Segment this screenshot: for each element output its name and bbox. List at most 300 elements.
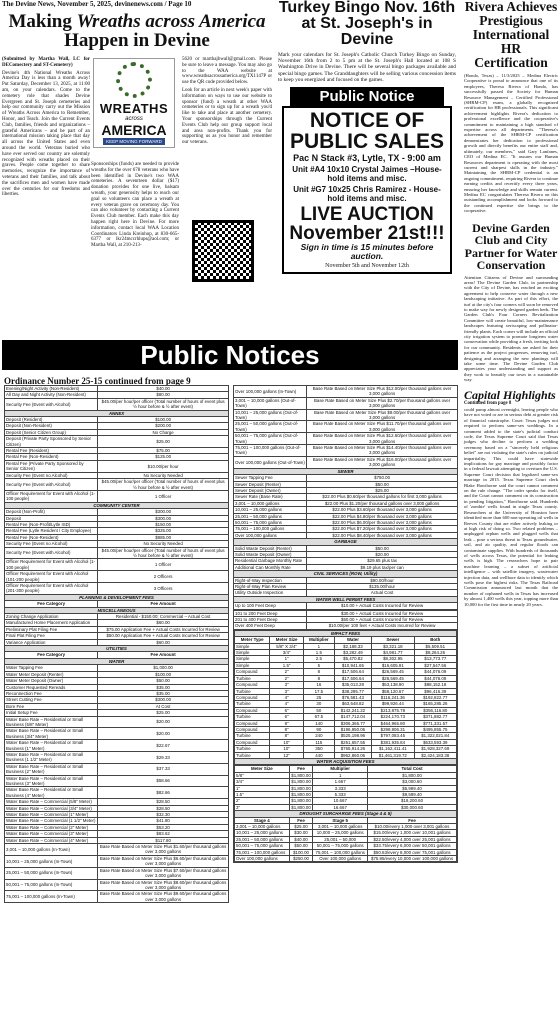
table-cell: Rental Fee (Lytle Resident / City Employee): [5, 528, 98, 534]
table-cell: 2.5: [304, 656, 335, 662]
turkey-body: Mark your calendars for St. Joseph's Catholic Church Turkey Bingo on Sunday, November 16th from 2 to 5 pm at the St. Joseph's Hall located at 108 S Washington Drive in Devine. There will be several bingo packages available and special bingo games. The Granddaughters will be selling various concession items to keep you energized and focused on the games.: [278, 52, 456, 83]
table-cell: No Security Needed: [98, 541, 229, 547]
table-cell: Compound: [235, 720, 270, 726]
table-cell: $22.00 Plus $3.60/per thousand over 3,000 gallons: [307, 507, 458, 513]
table-header-cell: Multiplier: [313, 766, 368, 772]
wreaths-col-a: [2, 57, 90, 198]
table-cell: Over 100,000 gallons (Out-of-Town): [234, 456, 307, 468]
table-cell: Turbine: [235, 746, 270, 752]
table-cell: Street Cutting Fee: [5, 697, 98, 703]
table-cell: Water Tapping Fee: [5, 665, 98, 671]
table-cell: $10.00/per hour: [98, 460, 229, 472]
table-cell: 1.5": [270, 662, 304, 668]
table-cell: 3,001 – 10,000 gallons: [235, 824, 290, 830]
table-cell: $325.00: [98, 528, 229, 534]
table-cell: Security Fee (Event no Alcohol): [5, 472, 98, 478]
table-cell: $35.00: [98, 684, 229, 690]
table-cell: Initial Setup Fee: [5, 710, 98, 716]
table-section-title: WATER ACQUISITION FEES: [235, 758, 457, 764]
table-cell: 25,001 – 50,000 gallons (In-Town): [5, 867, 98, 879]
table-cell: 3,001 – 10,000 gallons: [234, 500, 307, 506]
table-cell: $35.00: [98, 690, 229, 696]
table-cell: $16,605.91: [372, 662, 414, 668]
table-cell: Officer Requirement for Event with Alcohol (201-300 people): [5, 583, 98, 595]
table-row: [235, 836, 457, 842]
table-cell: $80.00: [98, 392, 229, 398]
table-row: [5, 583, 229, 595]
table-row: [235, 824, 457, 830]
table-row: [234, 386, 458, 398]
table-cell: $30.00 + Actual Costs Incurred for Review: [307, 610, 458, 616]
public-sale-location: Pac N Stack #3, Lytle, TX - 9:00 am: [293, 153, 441, 164]
table-cell: 8": [270, 733, 304, 739]
wreaths-paragraph-3: 5620 or marthajbwall@gmail.com. Please be sure to leave a message. You may also go to the WAA website at www.wreathsacrossamerica.org/TX1147P or use the QR code provided below.: [182, 57, 272, 86]
table-cell: 2 Officers: [98, 571, 229, 583]
table-cell: $45.00/per hour/per officer (Total number of hours of event plus ½ hour before & ½ after event): [98, 398, 229, 410]
table-cell: Up to 100 Feet Deep: [234, 603, 307, 609]
table-cell: $44,076.09: [414, 669, 456, 675]
table-cell: 12": [270, 752, 304, 758]
table-cell: $22.00 Plus $7.20/per thousand over 3,000 gallons: [307, 526, 458, 532]
capital-continued: Continued from page 8: [464, 401, 512, 407]
table-cell: $765,914.26: [334, 746, 371, 752]
table-cell: $40.00: [98, 386, 229, 392]
table-row: [234, 456, 458, 468]
table-cell: Base Rate Based on Meter Size Plus $12.60/per thousand gallons over 3,000 gallons: [307, 433, 458, 445]
table-cell: Officer Requirement for Event with Alcohol (1-100 people): [5, 490, 98, 502]
table-cell: Over 100,000 gallons: [234, 532, 307, 538]
table-row: [5, 751, 229, 763]
table-cell: 3": [235, 804, 290, 810]
table-cell: $100.00: [98, 417, 229, 423]
table-cell: 50,001 – 75,000 gallons: [234, 519, 307, 525]
table-cell: Residential - $150.00; Commercial – Actual Cost: [98, 614, 229, 620]
table-cell: 16: [304, 682, 335, 688]
table-cell: 25,001 – 50,000 gallons (Out-of-Town): [234, 421, 307, 433]
table-row: [5, 633, 229, 639]
wreaths-col-c: [182, 57, 272, 146]
table-cell: Deposit (Private Party Sponsored by Senior Citizen): [5, 436, 98, 448]
table-section-title: DROUGHT SURCHARGE FEES (Stage 4 & 5): [235, 811, 457, 817]
table-cell: Solid Waste Deposit (Owner): [234, 551, 307, 557]
table-cell: Turbine: [235, 701, 270, 707]
table-cell: Simple: [235, 650, 270, 656]
table-cell: $213,875.78: [372, 707, 414, 713]
table-cell: $5,470.82: [334, 656, 371, 662]
table-cell: 25: [304, 694, 335, 700]
table-section-title: PLANNING & DEVELOPMENT FEES: [5, 594, 229, 600]
table-cell: Security Fee (Event with Alcohol): [5, 479, 98, 491]
table-row: [5, 614, 229, 620]
table-cell: $885.00: [98, 534, 229, 540]
table-cell: 90: [304, 726, 335, 732]
table-cell: Solid Waste Deposit (Renter): [234, 545, 307, 551]
turkey-article: [278, 0, 456, 274]
table-cell: $192,822.77: [414, 694, 456, 700]
table-cell: $30,000.60: [368, 804, 457, 810]
table-cell: Preliminary Plat Filing Fee: [5, 626, 98, 632]
table-cell: Rental Fee (Non-Profit/Lytle ISD): [5, 521, 98, 527]
table-header-cell: Multiplier: [304, 637, 335, 643]
table-cell: $300.00: [98, 697, 229, 703]
table-cell: 1.667: [313, 779, 368, 785]
table-cell: Base Rate Based on Meter Size Plus $1.60/per thousand gallons over 3,000 gallons: [98, 844, 229, 856]
table-section-title: WATER WELL PERMIT FEES: [234, 596, 458, 602]
table-cell: 25,001 – 50,000 gallons: [235, 836, 290, 842]
table-cell: Over 100,000 gallons: [235, 856, 290, 862]
table-cell: 240: [304, 733, 335, 739]
table-cell: $962,860.06: [334, 752, 371, 758]
table-row: [5, 559, 229, 571]
right-column: [464, 0, 558, 607]
table-row: [5, 716, 229, 728]
table-cell: Base Rate Based on Meter Size Plus $11.70/per thousand gallons over 3,000 gallons: [307, 421, 458, 433]
table-cell: Final Plat Filing Fee: [5, 633, 98, 639]
table-cell: Simple: [235, 662, 270, 668]
rivera-headline: Rivera Achieves Prestigious International HR Certification: [464, 0, 558, 70]
table-cell: $50.00: [289, 843, 313, 849]
table-cell: 8": [270, 720, 304, 726]
table-cell: $2,188.33: [334, 643, 371, 649]
table-cell: $58,120.67: [372, 688, 414, 694]
table-section-title: WATER: [5, 658, 229, 664]
table-cell: $1,800.00: [289, 804, 313, 810]
table-cell: 75,001 – 100,000 gallons: [235, 849, 290, 855]
table-cell: 5/8" X 3/4": [270, 643, 304, 649]
table-cell: Compound: [235, 669, 270, 675]
table-cell: 2": [270, 675, 304, 681]
table-cell: 6": [270, 707, 304, 713]
table-cell: Customer Requested Rereads: [5, 684, 98, 690]
table-header-cell: Fee Category: [5, 652, 98, 658]
table-cell: 17.5: [304, 688, 335, 694]
table-cell: $1,800.00: [289, 792, 313, 798]
fee-table-right: [233, 385, 458, 863]
table-cell: $3,282.49: [334, 650, 371, 656]
table-cell: $525,198.96: [334, 733, 371, 739]
table-cell: 8: [304, 669, 335, 675]
table-cell: Base Rate Based on Meter Size Plus $2.70/per thousand gallons over 3,000 gallons: [307, 397, 458, 409]
table-cell: 67.5: [304, 714, 335, 720]
table-row: [5, 775, 229, 787]
table-cell: $9,599.40: [368, 792, 457, 798]
table-row: [234, 500, 458, 506]
table-cell: $20.00: [98, 716, 229, 728]
table-cell: $17,506.64: [334, 669, 371, 675]
table-cell: $9.19 plus tax/per can: [307, 564, 458, 570]
qr-code-icon[interactable]: [192, 220, 254, 282]
table-cell: Deposit (Senior Citizen Group): [5, 429, 98, 435]
table-cell: $22.00 Plus $4.80/per thousand over 3,000 gallons: [307, 513, 458, 519]
table-cell: Compound: [235, 726, 270, 732]
table-row: [234, 513, 458, 519]
table-header-cell: Fee Amount: [98, 652, 229, 658]
public-sale-unit-2: Unit #G7 10x25 Chris Ramirez - House-hold items and misc.: [293, 185, 441, 204]
table-cell: 75,001 – 100,000 gallons (In-Town): [5, 891, 98, 903]
turkey-headline: Turkey Bingo Nov. 16th at St. Joseph's in Devine: [278, 0, 456, 48]
table-cell: $83.62: [98, 831, 229, 837]
table-cell: Over 100,000 gallons (In-Town): [234, 386, 307, 398]
table-cell: Turbine: [235, 688, 270, 694]
table-cell: $58.66: [98, 775, 229, 787]
table-cell: Base Rate Based on Meter Size Plus $9.60/per thousand gallons over 3,000 gallons: [98, 891, 229, 903]
table-cell: $10,941.65: [334, 662, 371, 668]
table-cell: 5.333: [313, 792, 368, 798]
table-cell: $75.95/every 10,000 over 100,000 gallons: [368, 856, 457, 862]
table-cell: 50,001 – 75,000 gallons (In-Town): [5, 879, 98, 891]
table-cell: $22.67: [98, 740, 229, 752]
table-cell: Bore Fee: [5, 703, 98, 709]
table-row: [5, 879, 229, 891]
table-header-cell: Stage 4: [235, 817, 290, 823]
table-section-title: COMMUNITY CENTER: [5, 502, 229, 508]
table-cell: $1,800.00: [289, 798, 313, 804]
table-cell: Sewer Tapping Fee: [234, 475, 307, 481]
table-cell: Utility Outside Inspection: [234, 590, 307, 596]
table-section-title: UTILITIES: [5, 646, 229, 652]
table-cell: Additional Can Monthly Rate: [234, 564, 307, 570]
table-cell: Security Fee (Event no Alcohol): [5, 541, 98, 547]
table-cell: $53,138.90: [372, 682, 414, 688]
table-row: [5, 571, 229, 583]
table-row: [5, 728, 229, 740]
table-cell: 50,001 – 75,000 gallons: [235, 843, 290, 849]
table-cell: 5/8": [235, 772, 290, 778]
table-header-cell: Fee Amount: [98, 601, 229, 607]
wreaths-col-b: [91, 122, 179, 249]
table-cell: Rental Fee (Non-Resident): [5, 454, 98, 460]
table-cell: Water Base Rate – Residential or Small Business (3/4" Meter): [5, 728, 98, 740]
capital-body: could pump almost overnight, leaving people who have not voted or are in serious debt at greater risk of financial catastrophe. Court: Texas judges not required to perform same-sex weddings. In a comment added to the state's judicial conduct code, the Texas Supreme Court said that Texas judges who decline to perform a wedding ceremony based on a "sincerely held religious belief" are not violating the state's rules on judicial impartiality. This could have statewide implications for gay marriage and possibly factor in a federal lawsuit attempting to overturn the U.S. Supreme Court decision that legalized same-sex marriage in 2015. Texas Supreme Court clerk Blake Hawthorne said the court cannot comment on the rule change. "The order speaks for itself, and the Court cannot comment on its construction in pending litigation," Hawthorne said. Hundreds of 'zombie' wells found in single Texas county. Researchers at the University of Houston have identified more than 600 non-operating oil wells in Reeves County that are either actively leaking or at high risk of doing so. Two related problems – unplugged orphan wells and plugged wells that leak – pose a serious threat to Texas groundwater, soil, and air quality, and regular floods can contaminate supplies. With hundreds of thousands of wells across Texas, the potential for leaking wells is high. The researchers hope to pair machine learning – a subset of artificial intelligence – with satellite imagery, wastewater injection data, and wellbore data to identify which wells pose the highest risks. The Texas Railroad Commission announced last month that the number of orphaned wells in Texas has increased by almost 1,400 wells this year, topping more than 10,000 for the first time in nearly 20 years.: [464, 406, 558, 607]
table-cell: 50: [304, 707, 335, 713]
table-cell: 3.333: [313, 785, 368, 791]
table-cell: $37.33: [98, 763, 229, 775]
table-cell: Compound: [235, 682, 270, 688]
table-cell: $495,855.75: [414, 726, 456, 732]
public-notices-banner: Public Notices: [2, 340, 458, 370]
table-cell: No Security Needed: [98, 472, 229, 478]
table-header-cell: Total Cost: [368, 766, 457, 772]
table-cell: No Charge: [98, 429, 229, 435]
table-cell: 350: [304, 746, 335, 752]
table-cell: $38,295.77: [334, 688, 371, 694]
table-cell: $20.00: [307, 551, 458, 557]
table-cell: $135.00/hour: [307, 584, 458, 590]
table-cell: 3": [270, 682, 304, 688]
table-cell: $1,800.00: [368, 772, 457, 778]
table-cell: 1: [313, 772, 368, 778]
page-header: The Devine News, November 5, 2025, devinenews.com / Page 10: [2, 0, 192, 8]
table-cell: $25.00: [98, 436, 229, 448]
table-cell: Base Rate Based on Meter Size Plus $14.40/per thousand gallons over 3,000 gallons: [307, 445, 458, 457]
table-section-title: ANNEX: [5, 410, 229, 416]
table-cell: $28.50: [98, 805, 229, 811]
public-sale-live-auction: LIVE AUCTION November 21st!!!: [289, 204, 445, 245]
table-cell: Simple: [235, 656, 270, 662]
table-cell: $22.00 Plus $0.60/per thousand gallons for first 3,000 gallons: [307, 494, 458, 500]
table-cell: Base Rate Based on Meter Size Plus $6.60/per thousand gallons over 3,000 gallons: [98, 855, 229, 867]
table-cell: $50.00 Application Fee + Actual Costs Incurred for Review: [98, 633, 229, 639]
table-cell: $50.63/every 8,000 over 75,001 gallons: [368, 849, 457, 855]
table-cell: $125.00: [98, 454, 229, 460]
table-cell: $300.00: [98, 515, 229, 521]
table-cell: 3,001 – 10,000 gallons (In-Town): [5, 844, 98, 856]
table-cell: Officer Requirement for Event with Alcohol (101-200 people): [5, 571, 98, 583]
table-cell: Water Meter Deposit (Owner): [5, 678, 98, 684]
table-cell: $27,547.56: [414, 662, 456, 668]
table-cell: $22.00 Plus $6.00/per thousand over 3,000 gallons: [307, 519, 458, 525]
table-section-title: IMPACT FEES: [235, 630, 457, 636]
public-sale-unit-1: Unit #A4 10x10 Crystal Jaimes –House-hold items and misc.: [292, 165, 442, 184]
public-notice-banner: Public Notice: [290, 87, 444, 106]
table-cell: $142,241.22: [334, 707, 371, 713]
table-cell: 3/4": [235, 779, 290, 785]
table-cell: $41.80: [98, 818, 229, 824]
table-cell: $1,800.00: [289, 785, 313, 791]
table-cell: 75,001 – 100,000 gallons: [234, 526, 307, 532]
table-cell: 201 to 400 Feet Deep: [234, 617, 307, 623]
table-cell: 10,001 – 25,000 gallons (Out-of-Town): [234, 409, 307, 421]
table-cell: $13,773.77: [414, 656, 456, 662]
table-section-title: MISCELLANEOUS: [5, 607, 229, 613]
table-cell: Reconnection Fee: [5, 690, 98, 696]
table-cell: Turbine: [235, 714, 270, 720]
fee-table-left: [4, 385, 229, 903]
table-cell: $45.00/per hour/per officer (Total number of hours of event plus ½ hour before & ½ after event): [98, 479, 229, 491]
table-header-cell: Both: [414, 637, 456, 643]
table-cell: 1.5": [235, 792, 290, 798]
table-cell: 10,001 – 25,000 gallons (In-Town): [5, 855, 98, 867]
table-cell: $3,321.18: [372, 643, 414, 649]
table-header-cell: Fee: [289, 766, 313, 772]
table-cell: Water Base Rate – Commercial (3/4" Meter): [5, 805, 98, 811]
wreaths-byline: (Submitted by Martha Wall, LC for DEComectery and ST-Cemetery): [2, 57, 90, 68]
table-cell: $251,657.55: [334, 739, 371, 745]
table-cell: 1": [235, 785, 290, 791]
table-cell: $53.20: [98, 824, 229, 830]
table-cell: $25.00: [307, 487, 458, 493]
table-cell: Water Base Rate – Commercial (2" Meter): [5, 824, 98, 830]
table-cell: Sewer Deposit (Owner): [234, 487, 307, 493]
table-cell: $75.00 Application Fee + Actual Costs Incurred for Review: [98, 626, 229, 632]
table-header-cell: Water: [334, 637, 371, 643]
table-cell: Deposit (Resident): [5, 417, 98, 423]
table-cell: $25.00: [289, 824, 313, 830]
table-cell: Water Base Rate – Residential or Small Business (2" Meter): [5, 763, 98, 775]
table-row: [234, 623, 458, 629]
table-cell: $116,241.36: [372, 694, 414, 700]
table-cell: $771,331.57: [414, 720, 456, 726]
table-cell: Residential Garbage Monthly Rate: [234, 558, 307, 564]
table-cell: Base Rate Based on Meter Size Plus $12.00/per thousand gallons over 3,000 gallons: [307, 386, 458, 398]
table-cell: 10,000 – 25,000 gallons: [313, 830, 368, 836]
table-cell: $29.33: [98, 751, 229, 763]
table-section-title: SEWER: [234, 468, 458, 474]
table-cell: Deposit (Non-Resident): [5, 423, 98, 429]
table-cell: $200.00: [98, 423, 229, 429]
table-cell: 10,001 – 25,000 gallons: [234, 507, 307, 513]
table-cell: $19,200.60: [368, 798, 457, 804]
table-cell: 10,001 – 25,000 gallons: [235, 830, 290, 836]
table-cell: $28.50: [98, 799, 229, 805]
table-cell: At Cost: [98, 703, 229, 709]
table-cell: Right-of-Way Plan Review: [234, 584, 307, 590]
table-cell: $26,569.45: [372, 669, 414, 675]
table-cell: $50.00: [307, 545, 458, 551]
table-cell: Security Fee (Event with Alcohol): [5, 547, 98, 559]
table-header-cell: Meter Size: [235, 766, 290, 772]
table-header-cell: Meter Size: [270, 637, 304, 643]
table-row: [234, 494, 458, 500]
table-cell: Rental Fee (Private Party Sponsored by Senior Citizen): [5, 460, 98, 472]
table-cell: Sewer Rate (Base Rate): [234, 494, 307, 500]
table-cell: $224,170.73: [372, 714, 414, 720]
table-cell: Compound: [235, 739, 270, 745]
table-cell: 6": [270, 714, 304, 720]
table-cell: $22.50/every 4,000 over 25,001 gallons: [368, 836, 457, 842]
table-cell: $150.00: [98, 521, 229, 527]
table-cell: 3,001 – 10,000 gallons (Out-of-Town): [234, 397, 307, 409]
table-cell: $99,926.44: [372, 701, 414, 707]
table-row: [5, 855, 229, 867]
table-cell: $8,302.95: [372, 656, 414, 662]
table-cell: $22.00 Plus $8.40/per thousand over 3,000 gallons: [307, 532, 458, 538]
public-sale-title: NOTICE OF PUBLIC SALES: [289, 109, 444, 154]
table-cell: $10.00/every 1,000 over 3,001 gallons: [368, 824, 457, 830]
table-row: [234, 409, 458, 421]
impact-wrapper-row: [234, 629, 458, 863]
table-cell: $17,506.64: [334, 675, 371, 681]
table-cell: Rental Fee (Resident): [5, 448, 98, 454]
table-row: [5, 867, 229, 879]
table-row: [5, 547, 229, 559]
table-cell: Officer Requirement for Event with Alcohol (1-100 people): [5, 559, 98, 571]
table-cell: Sewer Deposit (Renter): [234, 481, 307, 487]
table-cell: $464,965.80: [372, 720, 414, 726]
table-section-title: CIVIL SERVICES (ROW, Utility): [234, 571, 458, 577]
table-cell: 8: [304, 675, 335, 681]
table-cell: Over 100,000 gallons: [313, 856, 368, 862]
impact-wrapper-cell: [234, 629, 458, 863]
table-cell: 3/4": [270, 650, 304, 656]
wreaths-paragraph-4: Look for an article in next week's paper with information on ways to use our website to sponsor (fund) a wreath at other WAA cemeteries or to sign up for a wreath you'd like to take and place at another cemetery. Your sponsorships through the Current Events Club help our group support local and area non-profits. Thank you for supporting us as you honor and remember our veterans.: [182, 87, 272, 146]
table-cell: Right-of-Way Inspection: [234, 577, 307, 583]
table-cell: Actual Cost: [307, 590, 458, 596]
table-row: [235, 849, 457, 855]
table-cell: 1 Officer: [98, 559, 229, 571]
table-cell: $117.80: [98, 837, 229, 843]
table-row: [235, 830, 457, 836]
table-row: [5, 436, 229, 448]
table-cell: $1,000.00: [98, 665, 229, 671]
table-row: [5, 763, 229, 775]
table-cell: $250.00: [289, 856, 313, 862]
table-cell: Water Base Rate – Commercial (4" Meter): [5, 837, 98, 843]
table-cell: $35,013.28: [334, 682, 371, 688]
table-header-cell: Sewer: [372, 637, 414, 643]
table-row: [234, 421, 458, 433]
table-cell: $15.00/every 1,000 over 10,001 gallons: [368, 830, 457, 836]
table-cell: Compound: [235, 694, 270, 700]
table-cell: 10": [270, 746, 304, 752]
table-cell: $10.00/per 100 feet + Actual Costs Incurred for Review: [307, 623, 458, 629]
table-cell: $45.00/per hour/per officer (Total number of hours of event plus ½ hour before & ½ after event): [98, 547, 229, 559]
table-row: [5, 891, 229, 903]
table-cell: 2": [235, 798, 290, 804]
table-cell: $8,264.26: [414, 650, 456, 656]
table-cell: Water Base Rate – Commercial (1 1/2" Meter): [5, 818, 98, 824]
impact-fees-table: [234, 630, 457, 766]
